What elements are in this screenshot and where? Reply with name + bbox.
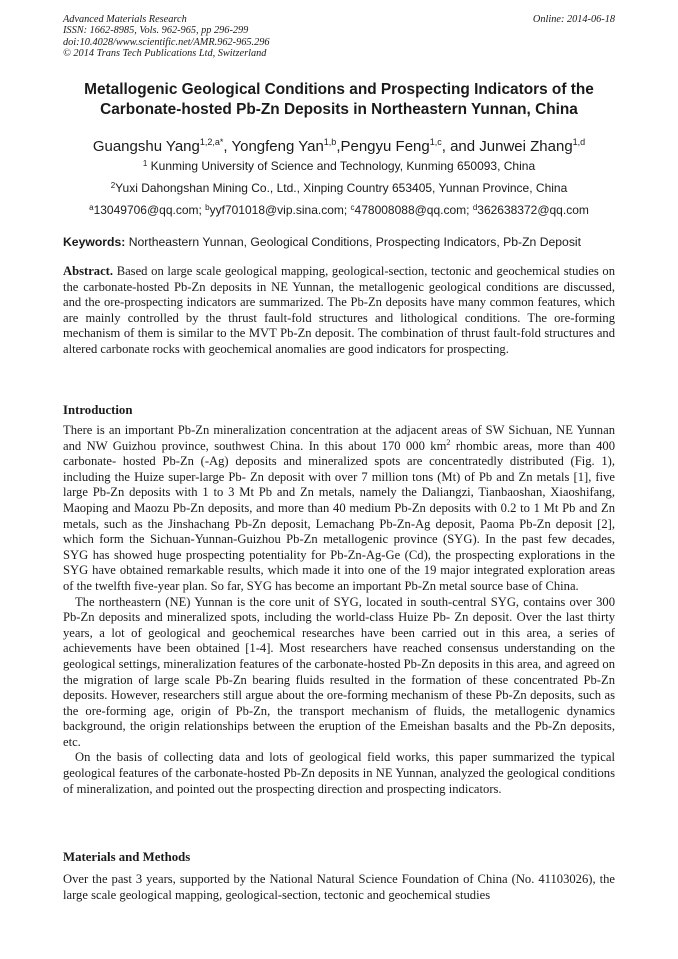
email-text: 13049706@qq.com; xyxy=(93,203,206,217)
email-sup: c xyxy=(350,203,355,212)
author-sep: , xyxy=(223,138,232,155)
intro-paragraph-1 xyxy=(63,423,615,595)
abstract-label: Abstract. xyxy=(63,264,114,278)
affiliation-sup: 2 xyxy=(110,181,116,190)
abstract-paragraph xyxy=(63,264,615,358)
email-text: 478008088@qq.com; xyxy=(354,203,473,217)
issn-line: ISSN: 1662-8985, Vols. 962-965, pp 296-299 xyxy=(63,25,249,37)
author-sep: , xyxy=(336,138,341,155)
journal-header xyxy=(63,14,615,60)
author-name: Pengyu Feng xyxy=(340,138,430,155)
keywords-label: Keywords: xyxy=(63,235,126,249)
author-sup: 1,b xyxy=(323,137,337,147)
paper-title: Metallogenic Geological Conditions and Prospecting Indicators of the Carbonate-hosted Pb-Zn Deposits in Northeastern Yunnan, China xyxy=(84,81,594,118)
email-sup: b xyxy=(205,203,210,212)
affiliation-sup: 1 xyxy=(142,159,148,168)
journal-name: Advanced Materials Research xyxy=(63,14,187,25)
author-emails xyxy=(63,201,615,217)
keywords-text: Northeastern Yunnan, Geological Conditions, Prospecting Indicators, Pb-Zn Deposit xyxy=(125,235,582,249)
intro-paragraph-2: The northeastern (NE) Yunnan is the core unit of SYG, located in south-central SYG, contains over 300 Pb-Zn deposits and mineralized spots, including the world-class Huize Pb- Zn deposit. Over the last thirty years, a lot of geological and geochemical researches have been carried out in this area, a series of achievements have been obtained [1-4]. Most researchers have reached consensus understanding on the geological settings, mineralization features of the carbonate-hosted Pb-Zn deposits in this area, and agreed on the migration of large scale Pb-Zn bearing fluids resulted in the formation of these concentrated Pb-Zn deposits. However, researchers still argue about the ore-forming mechanism of these Pb-Zn deposits, such as the ore-forming age, origin of Pb-Zn, the transport mechanism of fluids, the metallogenic dynamics background, the origin relationships between the eruption of the Emeishan basalts and the Pb-Zn deposits, etc. xyxy=(63,594,615,749)
materials-body xyxy=(63,872,615,903)
online-date: Online: 2014-06-18 xyxy=(532,14,615,25)
intro-p1-text-a: There is an important Pb-Zn mineralization concentration at the adjacent areas of SW Sichuan, NE Yunnan and NW Guizhou province, southwest China. In this about 170 000 km xyxy=(63,423,615,453)
affiliation-2 xyxy=(63,179,615,195)
introduction-heading: Introduction xyxy=(63,403,133,417)
author-sup: 1,d xyxy=(572,137,586,147)
affiliation-text: Yuxi Dahongshan Mining Co., Ltd., Xinping Country 653405, Yunnan Province, China xyxy=(115,181,568,195)
copyright-line: © 2014 Trans Tech Publications Ltd, Switzerland xyxy=(63,48,267,60)
author-sup: 1,2,a* xyxy=(199,137,224,147)
intro-p1-text-b: rhombic areas, more than 400 carbonate- hosted Pb-Zn (-Ag) deposits and mineralized spots are concentratedly distributed (Fig. 1), including the Huize super-large Pb- Zn deposit with over 7 million tons (Mt) of Pb and Zn metals [1], five large Pb-Zn deposits with 1 to 3 Mt Pb and Zn metals, namely the Daliangzi, Tianbaoshan, Xiaoshifang, Maoping and Maozu Pb-Zn deposits, and more than 40 medium Pb-Zn deposits with 0.2 to 1 Mt Pb and Zn metals, such as the Jinshachang Pb-Zn deposit, Lemachang Pb-Zn-Ag deposit, Paoma Pb-Zn deposit [2], which form the Sichuan-Yunnan-Guizhou Pb-Zn metallogenic province (SYG). In the past few decades, SYG has showed huge prospecting potentiality for Pb-Zn-Ag-Ge (Cd), the prospecting explorations in the SYG have obtained remarkable results, which made it into one of the 19 major integrated exploration areas of the twelfth five-year plan. So far, SYG has become an important Pb-Zn metal source base of China. xyxy=(63,438,615,593)
introduction-body xyxy=(63,423,615,797)
author-name: Junwei Zhang xyxy=(479,138,573,155)
author-name: Guangshu Yang xyxy=(92,138,200,155)
keywords xyxy=(63,235,615,250)
affiliation-1 xyxy=(63,157,615,173)
abstract xyxy=(63,264,615,358)
author-sep: , and xyxy=(441,138,480,155)
email-text: 362638372@qq.com xyxy=(477,203,589,217)
email-sup: a xyxy=(89,203,94,212)
email-sup: d xyxy=(472,203,478,212)
email-text: yyf701018@vip.sina.com; xyxy=(209,203,351,217)
materials-paragraph-1: Over the past 3 years, supported by the National Natural Science Foundation of China (No. 41103026), the large scale geological mapping, geological-section, tectonic and geochemical studies xyxy=(63,872,615,902)
author-sup: 1,c xyxy=(429,137,442,147)
affiliation-text: Kunming University of Science and Technology, Kunming 650093, China xyxy=(147,159,536,173)
materials-heading: Materials and Methods xyxy=(63,850,191,864)
doi-line: doi:10.4028/www.scientific.net/AMR.962-965.296 xyxy=(63,36,270,48)
intro-paragraph-3: On the basis of collecting data and lots of geological field works, this paper summarized the typical geological features of the carbonate-hosted Pb-Zn deposits in NE Yunnan, analyzed the geological conditions of mineralization, and pointed out the prospecting direction and prospecting indicators. xyxy=(63,750,615,796)
author-name: Yongfeng Yan xyxy=(231,138,324,155)
intro-p1-sup: 2 xyxy=(446,437,451,447)
abstract-text: Based on large scale geological mapping, geological-section, tectonic and geochemical studies on the carbonate-hosted Pb-Zn deposits in NE Yunnan, the metallogenic geological conditions are discussed, and the ore-prospecting indicators are summarized. The Pb-Zn deposits have many common features, which are mainly controlled by the thrust fault-fold structures and lithological conditions. The ore-forming mechanism of them is similar to the MVT Pb-Zn deposit. The combination of thrust fault-fold structures and altered carbonate rocks with geochemical anomalies are good indicators for prospecting. xyxy=(63,264,615,356)
author-list xyxy=(63,132,615,157)
